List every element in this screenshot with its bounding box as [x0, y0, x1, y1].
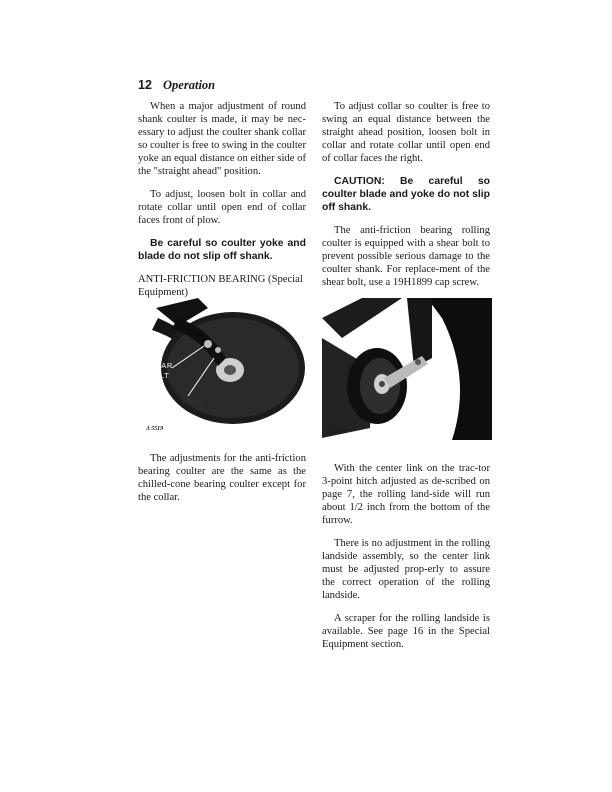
coulter-illustration	[138, 298, 308, 438]
bolt-label: BOLT	[148, 371, 170, 380]
right-paragraph-1: To adjust collar so coulter is free to swing an equal distance between the straight ahead position, loosen bolt in collar and rotate collar until open end of collar faces the right.	[322, 101, 490, 164]
caution-text: CAUTION: Be careful so coulter blade and yoke do not slip off shank.	[322, 176, 491, 213]
landside-illustration	[322, 298, 492, 440]
right-paragraph-5: A scraper for the rolling landside is available. See page 16 in the Special Equipment section.	[322, 613, 490, 650]
figure-code-left: A 5519	[146, 426, 164, 432]
left-paragraph-2: To adjust, loosen bolt in collar and rotate collar until open end of collar faces front of plow.	[138, 189, 306, 226]
figure-code-right: A 5520	[328, 429, 346, 435]
section-title: Operation	[163, 78, 216, 92]
right-paragraph-4: There is no adjustment in the rolling landside assembly, so the center link must be adjusted prop-erly to assure the correct operation of the rolling landside.	[322, 538, 490, 601]
left-column	[138, 100, 306, 309]
right-paragraph-3: With the center link on the trac-tor 3-point hitch adjusted as de-scribed on page 7, the rolling land-side will run about 1/2 inch from the bottom of the furrow.	[322, 463, 490, 526]
yoke-label: YOKE	[180, 397, 204, 406]
warning-text: Be careful so coulter yoke and blade do not slip off shank.	[138, 238, 306, 262]
anti-friction-subheading: ANTI-FRICTION BEARING (Special Equipment)	[138, 274, 303, 298]
left-column-lower	[138, 452, 306, 514]
right-column-lower	[322, 462, 490, 661]
page-number: 12	[138, 78, 152, 92]
anti-friction-coulter-photo	[138, 298, 308, 438]
page-header	[138, 78, 215, 93]
right-paragraph-2: The anti-friction bearing rolling coulter is equipped with a shear bolt to prevent possible serious damage to the coulter shank. For replace-ment of the shear bolt, use a 19H1899 cap screw.	[322, 225, 490, 288]
shear-label: SHEAR	[144, 361, 173, 370]
left-paragraph-3: The adjustments for the anti-friction bearing coulter are the same as the chilled-cone bearing coulter except for the collar.	[138, 453, 306, 503]
rolling-landside-photo	[322, 298, 492, 440]
left-paragraph-1: When a major adjustment of round shank coulter is made, it may be nec-essary to adjust the coulter shank collar so coulter is free to swing in the coulter yoke an equal distance on either side of the "straight ahead" position.	[138, 101, 306, 177]
right-column	[322, 100, 490, 322]
